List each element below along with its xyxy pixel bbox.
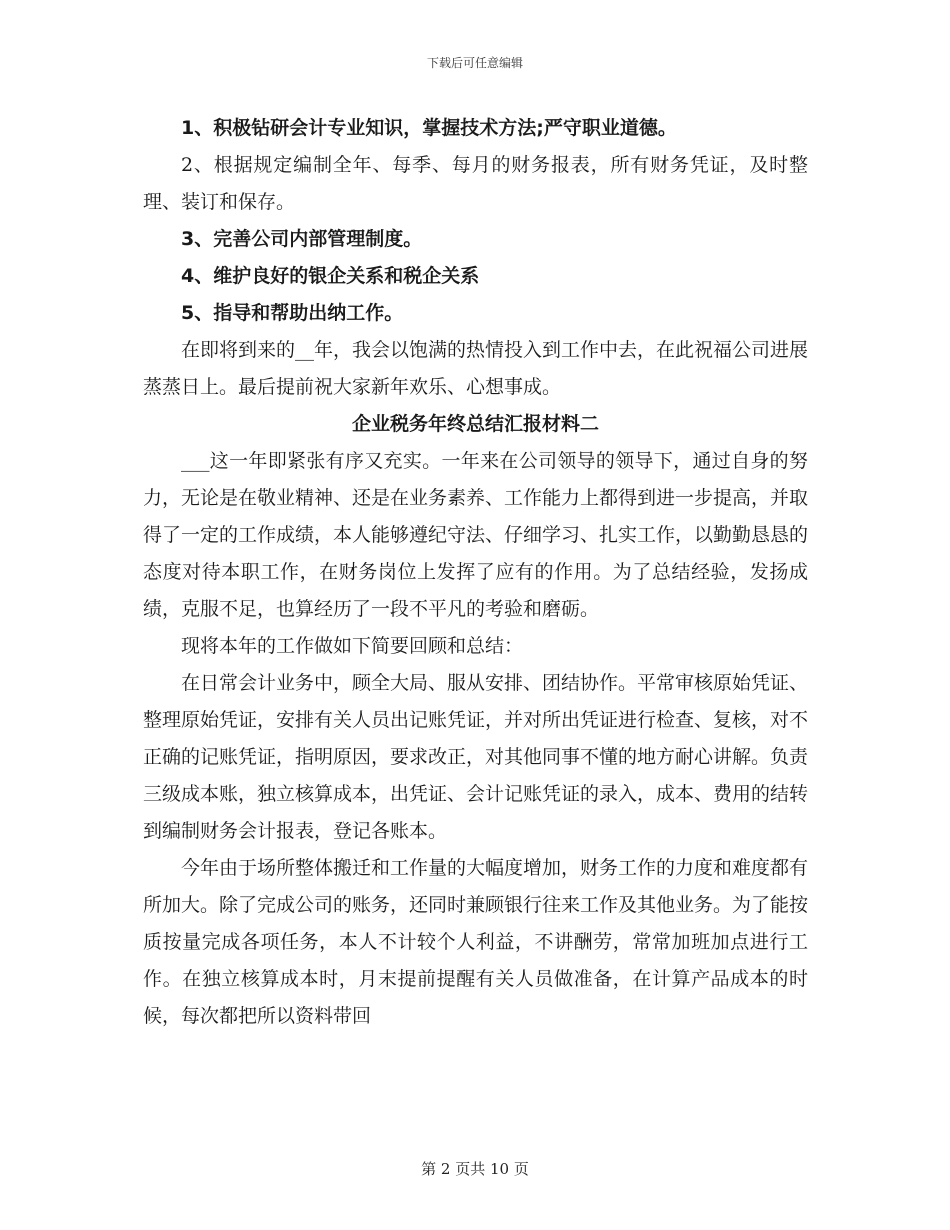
paragraph-2: 现将本年的工作做如下简要回顾和总结：: [181, 635, 524, 657]
section-title: 企业税务年终总结汇报材料二: [351, 413, 599, 435]
page-footer: 第 2 页共 10 页: [421, 1160, 529, 1178]
list-item-2: 2、根据规定编制全年、每季、每月的财务报表，所有财务凭证，及时整理、装订和保存。: [143, 154, 808, 213]
paragraph-1: ___这一年即紧张有序又充实。一年来在公司领导的领导下，通过自身的努力，无论是在敬业精神、还是在业务素养、工作能力上都得到进一步提高，并取得了一定的工作成绩，本人能够遵纪守法、仔细学习、扎实工作，以勤勤恳恳的态度对待本职工作，在财务岗位上发挥了应有的作用。为了总结经验，发扬成绩，克服不足，也算经历了一段不平凡的考验和磨砺。: [143, 450, 809, 620]
closing-paragraph: 在即将到来的__年，我会以饱满的热情投入到工作中去，在此祝福公司进展蒸蒸日上。最后提前祝大家新年欢乐、心想事成。: [143, 339, 809, 398]
list-item-5: 5、指导和帮助出纳工作。: [181, 302, 404, 324]
paragraph-3: 在日常会计业务中，顾全大局、服从安排、团结协作。平常审核原始凭证、整理原始凭证，安排有关人员出记账凭证，并对所出凭证进行检查、复核，对不正确的记账凭证，指明原因，要求改正，对其他同事不懂的地方耐心讲解。负责三级成本账，独立核算成本，出凭证、会计记账凭证的录入，成本、费用的结转到编制财务会计报表，登记各账本。: [143, 672, 809, 842]
list-item-4: 4、维护良好的银企关系和税企关系: [181, 265, 480, 287]
list-item-3: 3、完善公司内部管理制度。: [181, 228, 423, 250]
document-body: [143, 110, 808, 1035]
paragraph-4: 今年由于场所整体搬迁和工作量的大幅度增加，财务工作的力度和难度都有所加大。除了完成公司的账务，还同时兼顾银行往来工作及其他业务。为了能按质按量完成各项任务，本人不计较个人利益，不讲酬劳，常常加班加点进行工作。在独立核算成本时，月末提前提醒有关人员做准备，在计算产品成本的时候，每次都把所以资料带回: [143, 857, 809, 1027]
page-header: 下载后可任意编辑: [426, 56, 523, 70]
list-item-1: 1、积极钻研会计专业知识，掌握技术方法;严守职业道德。: [181, 117, 677, 139]
